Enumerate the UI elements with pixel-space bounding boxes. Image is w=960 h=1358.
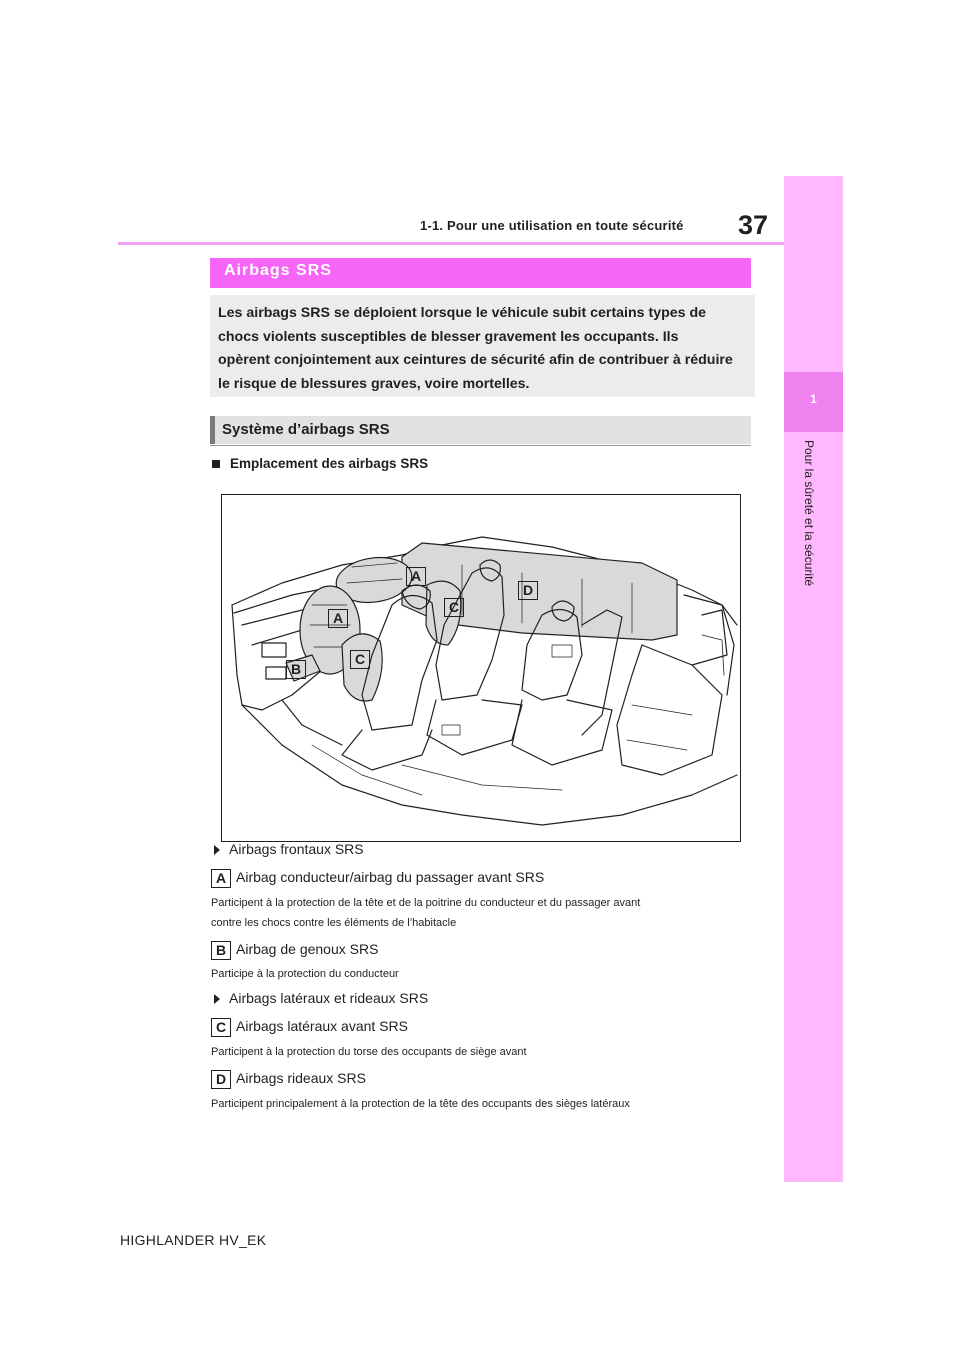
page-title: Airbags SRS [224,262,332,279]
intro-line: opèrent conjointement aux ceintures de sécurité afin de contribuer à réduire [218,352,733,368]
triangle-bullet-icon [214,845,220,855]
item-description [211,1094,731,1114]
item-title: Airbags latéraux avant SRS [236,1018,408,1034]
chapter-label: Pour la sûreté et la sécurité [802,440,816,587]
group-title: Airbags frontaux SRS [229,841,364,857]
intro-line: chocs violents susceptibles de blesser gravement les occupants. Ils [218,328,679,345]
item-description [211,893,731,933]
item-title: Airbags rideaux SRS [236,1070,366,1086]
subheading-rule [210,445,751,446]
item-description [211,964,731,984]
group-title: Airbags latéraux et rideaux SRS [229,990,429,1006]
figure-label-d: D [518,581,538,600]
airbag-location-illustration [221,494,741,842]
figure-label-a: A [328,609,348,628]
subheading-accent [210,416,215,444]
item-title: Airbag de genoux SRS [236,941,379,957]
chapter-number: 1 [810,392,817,406]
item-title: Airbag conducteur/airbag du passager avant SRS [236,869,545,885]
location-heading: Emplacement des airbags SRS [230,456,429,471]
intro-line: le risque de blessures graves, voire mortelles. [218,375,530,392]
item-description-line: Participe à la protection du conducteur [211,968,399,980]
item-description-line: Participent à la protection de la tête et de la poitrine du conducteur et du passager avant [211,897,641,909]
item-description-line: Participent à la protection du torse des occupants de siège avant [211,1046,527,1058]
item-description-line: Participent principalement à la protection de la tête des occupants des sièges latéraux [211,1098,630,1110]
item-letter-d: D [211,1070,231,1089]
intro-text [218,302,748,396]
footer-model: HIGHLANDER HV_EK [120,1232,267,1248]
figure-label-b: B [286,660,306,679]
intro-line: Les airbags SRS se déploient lorsque le véhicule subit certains types de [218,305,707,321]
square-bullet-icon [212,460,220,468]
section-title: 1-1. Pour une utilisation en toute sécurité [420,218,684,233]
figure-label-a: A [406,567,426,586]
item-description [211,1042,731,1062]
item-letter-b: B [211,941,231,960]
figure-label-c: C [350,650,370,669]
item-letter-c: C [211,1018,231,1037]
triangle-bullet-icon [214,994,220,1004]
item-letter-a: A [211,869,231,888]
item-description-line: contre les chocs contre les éléments de l’habitacle [211,917,457,929]
figure-label-c: C [444,598,464,617]
header-rule [118,242,784,245]
side-tab-strip [784,176,843,1182]
subheading: Système d’airbags SRS [222,421,390,438]
page-number: 37 [738,210,769,240]
